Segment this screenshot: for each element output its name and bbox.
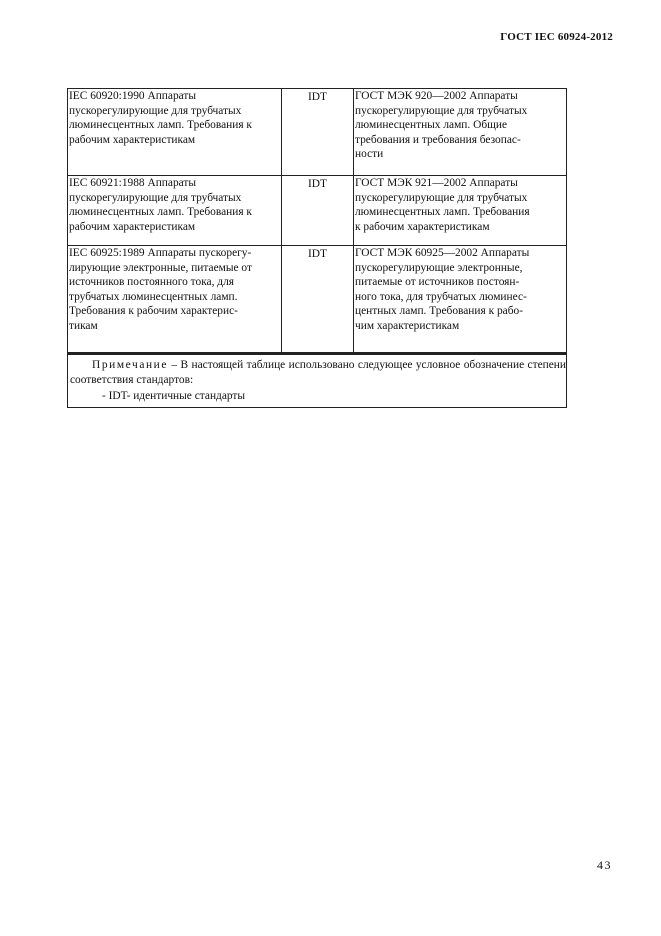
degree-cell: IDT xyxy=(282,89,354,176)
table-note xyxy=(68,354,567,408)
table-row xyxy=(68,89,567,176)
national-standard-cell: ГОСТ МЭК 920—2002 Аппараты пускорегулирующие для трубчатых люминесцентных ламп. Общие требования и требования безопас- ности xyxy=(354,89,567,176)
note-label: Примечание xyxy=(92,359,169,371)
page-number: 43 xyxy=(597,858,612,872)
international-standard-cell: IEC 60920:1990 Аппараты пускорегулирующие для трубчатых люминесцентных ламп. Требования к рабочим характеристикам xyxy=(68,89,282,176)
national-standard-cell: ГОСТ МЭК 60925—2002 Аппараты пускорегулирующие электронные, питаемые от источников постоян- ного тока, для трубчатых люминес- центных ламп. Требования к рабо- чим характеристикам xyxy=(354,246,567,354)
table-note-row xyxy=(68,354,567,408)
note-paragraph xyxy=(70,358,566,387)
table-row xyxy=(68,246,567,354)
document-header: ГОСТ IEC 60924-2012 xyxy=(500,31,613,43)
note-list-item: - IDT- идентичные стандарты xyxy=(102,390,246,403)
note-text: – В настоящей таблице использовано следующее условное обозначение степени соответствия стандартов: xyxy=(70,359,566,386)
standards-correspondence-table xyxy=(67,88,567,408)
degree-cell: IDT xyxy=(282,176,354,246)
national-standard-cell: ГОСТ МЭК 921—2002 Аппараты пускорегулирующие для трубчатых люминесцентных ламп. Требования к рабочим характеристикам xyxy=(354,176,567,246)
degree-cell: IDT xyxy=(282,246,354,354)
table-row xyxy=(68,176,567,246)
international-standard-cell: IEC 60925:1989 Аппараты пускорегу- лирующие электронные, питаемые от источников постоянного тока, для трубчатых люминесцентных ламп. Требования к рабочим характерис- тикам xyxy=(68,246,282,354)
international-standard-cell: IEC 60921:1988 Аппараты пускорегулирующие для трубчатых люминесцентных ламп. Требования к рабочим характеристикам xyxy=(68,176,282,246)
